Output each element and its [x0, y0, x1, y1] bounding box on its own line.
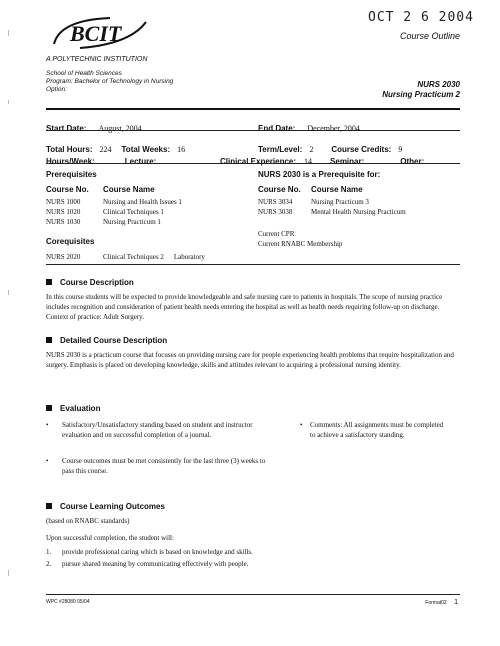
prerequisites-heading: Prerequisites: [46, 170, 97, 179]
course-heading: [382, 80, 460, 100]
info-divider-2: [46, 163, 460, 164]
detailed-description-heading: Detailed Course Description: [46, 336, 167, 345]
requirement-notes: [258, 229, 342, 249]
end-date-row: End Date: December, 2004: [258, 124, 360, 133]
cpr-requirement: Current CPR: [258, 230, 295, 238]
course-description-text: In this course students will be expected to provide knowledgeable and safe nursing care to patients in hospitals. The scope of nursing practice includes recognition and consideration of patient health needs entering the hospital as well as health needs requiring follow-up on discharge. Context of practice: Adult Surgery.: [46, 293, 443, 321]
scan-mark: [8, 100, 9, 104]
prereq-col-course-no: Course No.: [46, 185, 89, 194]
coreq-row: NURS 2020 Clinical Techniques 2 Laboratory: [46, 253, 205, 261]
total-hours-value: 224: [99, 145, 112, 154]
end-date-value: December, 2004: [307, 124, 360, 133]
rnabc-requirement: Current RNABC Membership: [258, 240, 343, 248]
scan-mark: [8, 30, 9, 36]
prereq-for-col-course-no: Course No.: [258, 185, 301, 194]
bullet-icon: •: [46, 421, 49, 429]
scan-mark: [8, 290, 9, 295]
total-weeks-value: 16: [177, 145, 186, 154]
received-date-stamp: OCT 2 6 2004: [368, 10, 474, 25]
prerequisite-for-heading: NURS 2030 is a Prerequisite for:: [258, 170, 381, 179]
page-number: 1: [454, 599, 458, 606]
total-hours-row: Total Hours: 224 Total Weeks: 16: [46, 145, 186, 154]
prereq-table: [46, 197, 182, 227]
info-divider-3: [46, 264, 460, 265]
svg-text:BCIT: BCIT: [70, 21, 122, 46]
evaluation-item-2: • Course outcomes must be met consistently for the last three (3) weeks to pass this course.: [46, 457, 266, 475]
prereq-row: NURS 1000 Nursing and Health Issues 1: [46, 198, 182, 206]
course-title: Nursing Practicum 2: [382, 90, 460, 99]
prereq-for-col-course-name: Course Name: [311, 185, 363, 194]
school-name: School of Health Sciences: [46, 70, 122, 77]
program-name: Program: Bachelor of Technology in Nursing: [46, 78, 174, 85]
corequisites-heading: Corequisites: [46, 237, 95, 246]
footer-format-page: [425, 599, 458, 606]
school-info: [46, 70, 173, 94]
header-divider: [46, 108, 460, 110]
clinical-value: 14: [304, 157, 313, 166]
tagline: A POLYTECHNIC INSTITUTION: [46, 56, 148, 63]
bullet-icon: •: [46, 457, 49, 465]
prereq-for-row: NURS 3038 Mental Health Nursing Practicum: [258, 208, 406, 216]
course-code: NURS 2030: [417, 80, 460, 89]
clinical-row: Clinical Experience: 14 Seminar: Other:: [220, 157, 425, 166]
learning-outcomes-heading: Course Learning Outcomes: [46, 502, 165, 511]
start-date-value: August, 2004: [98, 124, 142, 133]
outcome-item-1: 1. provide professional caring which is based on knowledge and skills.: [46, 548, 253, 556]
option-label: Option:: [46, 86, 67, 93]
term-row: Term/Level: 2 Course Credits: 9: [258, 145, 403, 154]
footer-reference: WPC #28080 05/04: [46, 599, 90, 605]
course-description-heading: Course Description: [46, 278, 134, 287]
hours-week-row: Hours/Week: Lecture:: [46, 157, 157, 166]
bullet-icon: •: [300, 421, 303, 429]
start-date-row: Start Date: August, 2004: [46, 124, 142, 133]
evaluation-heading: Evaluation: [46, 404, 100, 413]
bcit-logo: [50, 14, 150, 50]
footer-format: Format02: [425, 600, 447, 606]
scan-mark: [8, 570, 9, 576]
learning-outcomes-intro: Upon successful completion, the student will:: [46, 534, 174, 542]
term-value: 2: [309, 145, 314, 154]
evaluation-comment: • Comments: All assignments must be completed to achieve a satisfactory standing.: [300, 421, 444, 439]
prereq-row: NURS 1030 Nursing Practicum 1: [46, 218, 161, 226]
prereq-for-table: [258, 197, 406, 217]
info-divider-1: [46, 130, 460, 131]
detailed-description-text: NURS 2030 is a practicum course that focuses on providing nursing care for people experiencing health problems that require hospitalization and surgery. Emphasis is placed on developing knowledge, skills and attitudes relevant to acquiring a professional nursing identity.: [46, 351, 454, 369]
document-type-title: Course Outline: [399, 31, 460, 41]
prereq-for-row: NURS 3034 Nursing Practicum 3: [258, 198, 369, 206]
prereq-row: NURS 1020 Clinical Techniques 1: [46, 208, 164, 216]
prereq-col-course-name: Course Name: [103, 185, 155, 194]
credits-value: 9: [398, 145, 403, 154]
footer-divider: [46, 594, 460, 595]
learning-outcomes-subheading: (based on RNABC standards): [46, 517, 130, 525]
evaluation-item-1: • Satisfactory/Unsatisfactory standing based on student and instructor evaluation and on successful completion of a journal.: [46, 421, 253, 439]
outcome-item-2: 2. pursue shared meaning by communicating effectively with people.: [46, 560, 249, 568]
